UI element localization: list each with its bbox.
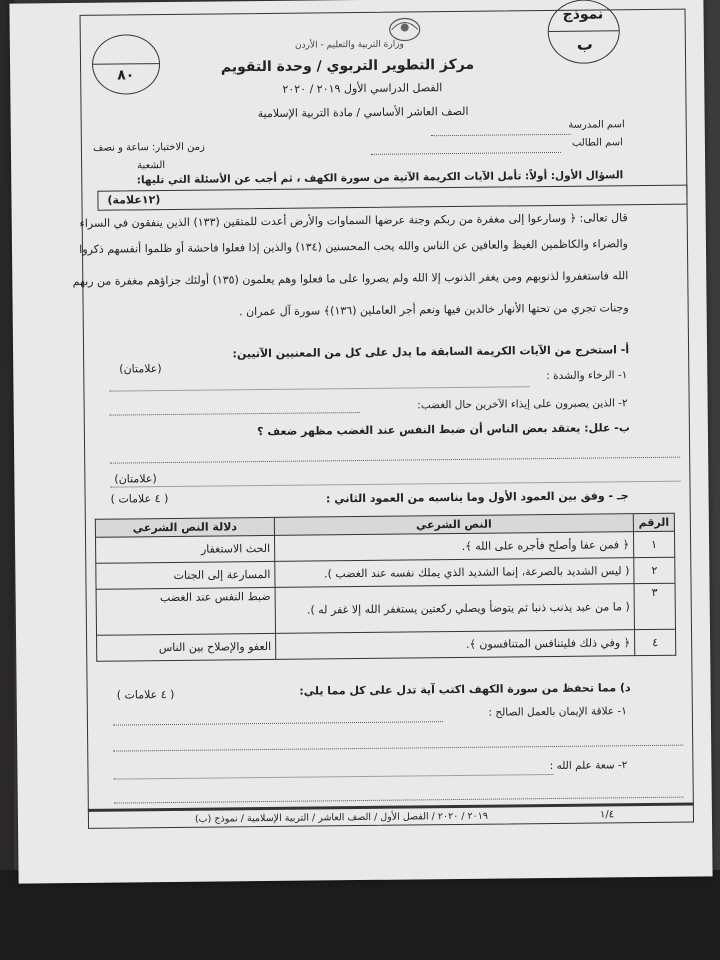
exam-paper <box>9 0 712 884</box>
row-text: ﴿ فمن عفا وأصلح فأجره على الله ﴾. <box>274 532 633 562</box>
row-text: ( ليس الشديد بالصرعة، إنما الشديد الذي يملك نفسه عند الغضب ). <box>275 558 634 588</box>
ministry-name: وزارة التربية والتعليم - الأردن <box>294 39 404 51</box>
duration: زمن الاختبار: ساعة و نصف <box>93 141 205 154</box>
row-meaning: المسارعة إلى الجنات <box>96 561 275 589</box>
table-row <box>97 629 676 661</box>
footer-text: ٢٠١٩ / ٢٠٢٠ / الفصل الأول / الصف العاشر / التربية الإسلامية / نموذج (ب) <box>194 810 489 825</box>
matching-table <box>95 513 676 662</box>
model-label: نموذج <box>562 6 604 23</box>
section-label: الشعبة <box>137 160 166 172</box>
row-number: ٣ <box>634 583 675 629</box>
part-a-marks: (علامتان) <box>119 362 162 376</box>
score-total: ٨٠ <box>117 67 135 84</box>
verse-line-2: والضراء والكاظمين الغيظ والعافين عن الناس والله يحب المحسنين (١٣٤) والذين إذا فعلوا فاحشة أو ظلموا أنفسهم ذكروا <box>79 237 629 256</box>
part-b-marks: (علامتان) <box>114 472 157 486</box>
row-number: ٤ <box>635 629 676 655</box>
semester: الفصل الدراسي الأول ٢٠١٩ / ٢٠٢٠ <box>282 81 443 96</box>
desk-surface <box>0 870 720 960</box>
row-meaning: الحث الاستغفار <box>96 535 275 563</box>
verse-line-4: وجنات تجري من تحتها الأنهار خالدين فيها ونعم أجر العاملين (١٣٦)﴾ سورة آل عمران . <box>239 301 629 319</box>
row-meaning: ضبط النفس عند الغضب <box>96 587 275 635</box>
row-number: ٢ <box>634 557 675 583</box>
row-meaning: العفو والإصلاح بين الناس <box>97 633 276 661</box>
verse-line-3: الله فاستغفروا لذنوبهم ومن يغفر الذنوب إلا الله ولم يصروا على ما فعلوا وهم يعلمون (١٣٥) أولئك جزاؤهم مغفرة من ربهم <box>72 269 629 289</box>
part-c-prompt: جـ - وفق بين العمود الأول وما يناسبه من العمود الثاني : <box>325 489 629 506</box>
page-number: ١/٤ <box>599 809 615 821</box>
part-c-marks: ( ٤ علامات ) <box>110 492 169 506</box>
student-label: اسم الطالب <box>571 137 623 149</box>
col-text: النص الشرعي <box>274 514 633 536</box>
grade-subject: الصف العاشر الأساسي / مادة التربية الإسلامية <box>257 104 469 121</box>
col-number: الرقم <box>633 513 674 531</box>
part-d-item1: ١- علاقة الإيمان بالعمل الصالح : <box>488 705 627 719</box>
part-b-prompt: ب- علل: يعتقد بعض الناس أن ضبط النفس عند الغضب مظهر ضعف ؟ <box>257 421 630 439</box>
question1-title: السؤال الأول: أولاً: تأمل الآيات الكريمة الآتية من سورة الكهف ، ثم أجب عن الأسئلة التي تليها: <box>136 169 624 187</box>
part-d-marks: ( ٤ علامات ) <box>116 687 175 702</box>
part-a-item2: ٢- الذين يصبرون على إيذاء الآخرين حال الغضب: <box>417 397 628 412</box>
model-letter: ب <box>576 34 594 54</box>
col-meaning: دلالة النص الشرعي <box>95 517 274 537</box>
part-d-prompt: د) مما تحفظ من سورة الكهف اكتب آية تدل على كل مما يلي: <box>299 681 631 698</box>
center-name: مركز التطوير التربوي / وحدة التقويم <box>220 56 475 76</box>
school-label: اسم المدرسة <box>568 119 625 131</box>
table-row <box>96 583 675 635</box>
part-a-prompt: أ- استخرج من الآيات الكريمة السابقة ما يدل على كل من المعنيين الآتيين: <box>232 343 630 361</box>
verse-line-1: قال تعالى: ﴿ وسارعوا إلى مغفرة من ربكم وجنة عرضها السماوات والأرض أعدت للمتقين (١٣٣) الذين ينفقون في السراء <box>79 211 628 230</box>
row-text: ( ما من عبد يذنب ذنبا ثم يتوضأ ويصلي ركعتين يستغفر الله إلا غفر له ). <box>275 584 634 634</box>
row-number: ١ <box>633 531 674 557</box>
question1-marks: (١٢علامة) <box>107 193 161 207</box>
part-d-item2: ٢- سعة علم الله : <box>549 759 628 773</box>
part-a-item1: ١- الرخاء والشدة : <box>546 369 628 383</box>
row-text: ﴿ وفي ذلك فليتنافس المتنافسون ﴾. <box>276 630 635 660</box>
